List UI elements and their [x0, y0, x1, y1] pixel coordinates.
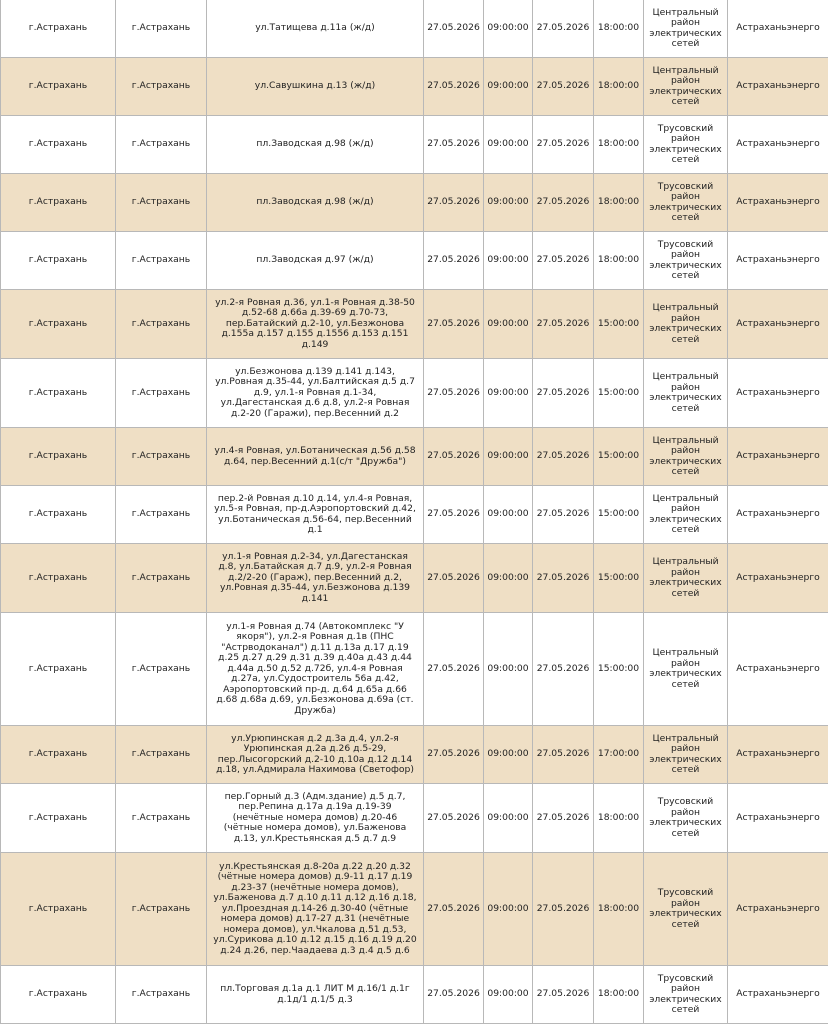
- address-cell: ул.1-я Ровная д.2-34, ул.Дагестанская д.8, ул.Батайская д.7 д.9, ул.2-я Ровная д.2/2-20 (Гараж), пер.Весенний д.2, ул.Ровная д.35-44, ул.Безжонова д.139 д.141: [207, 544, 424, 613]
- address-cell: пл.Заводская д.98 (ж/д): [207, 174, 424, 232]
- address-cell: ул.Татищева д.11а (ж/д): [207, 0, 424, 58]
- end-date-cell: 27.05.2026: [533, 613, 594, 726]
- end-time-cell: 15:00:00: [594, 613, 644, 726]
- organization-cell: Астраханьэнерго: [728, 116, 828, 174]
- start-date-cell: 27.05.2026: [424, 58, 484, 116]
- region-cell: г.Астрахань: [1, 58, 116, 116]
- start-date-cell: 27.05.2026: [424, 359, 484, 428]
- locality-cell: г.Астрахань: [116, 428, 207, 486]
- district-cell: Трусовский район электрических сетей: [644, 116, 728, 174]
- district-cell: Центральный район электрических сетей: [644, 726, 728, 784]
- address-cell: пл.Заводская д.97 (ж/д): [207, 232, 424, 290]
- organization-cell: Астраханьэнерго: [728, 174, 828, 232]
- locality-cell: г.Астрахань: [116, 544, 207, 613]
- address-cell: ул.2-я Ровная д.36, ул.1-я Ровная д.38-50 д.52-68 д.66а д.39-69 д.70-73, пер.Батайский д.2-10, ул.Безжонова д.155а д.157 д.155 д.1556 д.153 д.151 д.149: [207, 290, 424, 359]
- organization-cell: Астраханьэнерго: [728, 784, 828, 853]
- district-cell: Трусовский район электрических сетей: [644, 174, 728, 232]
- district-cell: Трусовский район электрических сетей: [644, 966, 728, 1024]
- organization-cell: Астраханьэнерго: [728, 359, 828, 428]
- start-time-cell: 09:00:00: [484, 726, 533, 784]
- end-date-cell: 27.05.2026: [533, 359, 594, 428]
- start-date-cell: 27.05.2026: [424, 726, 484, 784]
- end-date-cell: 27.05.2026: [533, 116, 594, 174]
- district-cell: Трусовский район электрических сетей: [644, 784, 728, 853]
- organization-cell: Астраханьэнерго: [728, 0, 828, 58]
- region-cell: г.Астрахань: [1, 428, 116, 486]
- organization-cell: Астраханьэнерго: [728, 726, 828, 784]
- end-time-cell: 18:00:00: [594, 174, 644, 232]
- start-time-cell: 09:00:00: [484, 613, 533, 726]
- organization-cell: Астраханьэнерго: [728, 966, 828, 1024]
- end-date-cell: 27.05.2026: [533, 428, 594, 486]
- start-time-cell: 09:00:00: [484, 116, 533, 174]
- start-time-cell: 09:00:00: [484, 0, 533, 58]
- start-date-cell: 27.05.2026: [424, 116, 484, 174]
- organization-cell: Астраханьэнерго: [728, 290, 828, 359]
- start-date-cell: 27.05.2026: [424, 428, 484, 486]
- table-row: [1, 232, 828, 290]
- locality-cell: г.Астрахань: [116, 966, 207, 1024]
- district-cell: Центральный район электрических сетей: [644, 0, 728, 58]
- table-row: [1, 58, 828, 116]
- start-time-cell: 09:00:00: [484, 359, 533, 428]
- address-cell: пл.Заводская д.98 (ж/д): [207, 116, 424, 174]
- region-cell: г.Астрахань: [1, 784, 116, 853]
- start-date-cell: 27.05.2026: [424, 0, 484, 58]
- locality-cell: г.Астрахань: [116, 116, 207, 174]
- start-date-cell: 27.05.2026: [424, 784, 484, 853]
- start-date-cell: 27.05.2026: [424, 290, 484, 359]
- organization-cell: Астраханьэнерго: [728, 544, 828, 613]
- end-time-cell: 15:00:00: [594, 359, 644, 428]
- address-cell: пер.Горный д.3 (Адм.здание) д.5 д.7, пер.Репина д.17а д.19а д.19-39 (нечётные номера домов) д.20-46 (чётные номера домов), ул.Баженова д.13, ул.Крестьянская д.5 д.7 д.9: [207, 784, 424, 853]
- address-cell: ул.Безжонова д.139 д.141 д.143, ул.Ровная д.35-44, ул.Балтийская д.5 д.7 д.9, ул.1-я Ровная д.1-34, ул.Дагестанская д.6 д.8, ул.2-я Ровная д.2-20 (Гаражи), пер.Весенний д.2: [207, 359, 424, 428]
- table-row: [1, 726, 828, 784]
- end-time-cell: 15:00:00: [594, 290, 644, 359]
- table-row: [1, 359, 828, 428]
- table-row: [1, 544, 828, 613]
- end-time-cell: 18:00:00: [594, 853, 644, 966]
- region-cell: г.Астрахань: [1, 853, 116, 966]
- start-time-cell: 09:00:00: [484, 428, 533, 486]
- start-date-cell: 27.05.2026: [424, 174, 484, 232]
- address-cell: пл.Торговая д.1а д.1 ЛИТ М д.16/1 д.1г д.1д/1 д.1/5 д.3: [207, 966, 424, 1024]
- district-cell: Центральный район электрических сетей: [644, 428, 728, 486]
- end-time-cell: 15:00:00: [594, 428, 644, 486]
- address-cell: ул.Крестьянская д.8-20а д.22 д.20 д.32 (чётные номера домов) д.9-11 д.17 д.19 д.23-37 (нечётные номера домов), ул.Баженова д.7 д.10 д.11 д.12 д.16 д.18, ул.Проездная д.14-26 д.30-40 (чётные номера домов) д.17-27 д.31 (нечётные номера домов), ул.Чкалова д.51 д.53, ул.Сурикова д.10 д.12 д.15 д.16 д.19 д.20 д.24 д.26, пер.Чаадаева д.3 д.4 д.5 д.6: [207, 853, 424, 966]
- locality-cell: г.Астрахань: [116, 232, 207, 290]
- district-cell: Трусовский район электрических сетей: [644, 232, 728, 290]
- start-time-cell: 09:00:00: [484, 486, 533, 544]
- end-time-cell: 18:00:00: [594, 784, 644, 853]
- locality-cell: г.Астрахань: [116, 0, 207, 58]
- locality-cell: г.Астрахань: [116, 486, 207, 544]
- start-date-cell: 27.05.2026: [424, 613, 484, 726]
- end-date-cell: 27.05.2026: [533, 174, 594, 232]
- start-time-cell: 09:00:00: [484, 58, 533, 116]
- start-time-cell: 09:00:00: [484, 966, 533, 1024]
- start-time-cell: 09:00:00: [484, 290, 533, 359]
- locality-cell: г.Астрахань: [116, 359, 207, 428]
- table-row: [1, 0, 828, 58]
- start-time-cell: 09:00:00: [484, 174, 533, 232]
- district-cell: Центральный район электрических сетей: [644, 58, 728, 116]
- address-cell: ул.1-я Ровная д.74 (Автокомплекс "У якоря"), ул.2-я Ровная д.1в (ПНС "Астрводоканал") д.11 д.13а д.17 д.19 д.25 д.27 д.29 д.31 д.39 д.40а д.43 д.44 д.44а д.50 д.52 д.72б, ул.4-я Ровная д.27а, ул.Судостроитель 56а д.42, Аэропортовский пр-д. д.64 д.65а д.66 д.68 д.68а д.69, ул.Безжонова д.69а (ст. Дружба): [207, 613, 424, 726]
- organization-cell: Астраханьэнерго: [728, 428, 828, 486]
- organization-cell: Астраханьэнерго: [728, 232, 828, 290]
- district-cell: Центральный район электрических сетей: [644, 486, 728, 544]
- start-date-cell: 27.05.2026: [424, 232, 484, 290]
- start-date-cell: 27.05.2026: [424, 966, 484, 1024]
- end-date-cell: 27.05.2026: [533, 290, 594, 359]
- region-cell: г.Астрахань: [1, 174, 116, 232]
- end-time-cell: 18:00:00: [594, 232, 644, 290]
- organization-cell: Астраханьэнерго: [728, 486, 828, 544]
- region-cell: г.Астрахань: [1, 544, 116, 613]
- address-cell: ул.4-я Ровная, ул.Ботаническая д.56 д.58 д.64, пер.Весенний д.1(с/т "Дружба"): [207, 428, 424, 486]
- locality-cell: г.Астрахань: [116, 174, 207, 232]
- organization-cell: Астраханьэнерго: [728, 853, 828, 966]
- table-row: [1, 966, 828, 1024]
- organization-cell: Астраханьэнерго: [728, 58, 828, 116]
- end-time-cell: 18:00:00: [594, 0, 644, 58]
- locality-cell: г.Астрахань: [116, 726, 207, 784]
- district-cell: Центральный район электрических сетей: [644, 359, 728, 428]
- start-time-cell: 09:00:00: [484, 232, 533, 290]
- end-time-cell: 15:00:00: [594, 486, 644, 544]
- address-cell: ул.Савушкина д.13 (ж/д): [207, 58, 424, 116]
- start-time-cell: 09:00:00: [484, 853, 533, 966]
- table-row: [1, 290, 828, 359]
- district-cell: Центральный район электрических сетей: [644, 613, 728, 726]
- end-date-cell: 27.05.2026: [533, 0, 594, 58]
- end-date-cell: 27.05.2026: [533, 966, 594, 1024]
- region-cell: г.Астрахань: [1, 232, 116, 290]
- end-time-cell: 18:00:00: [594, 58, 644, 116]
- end-date-cell: 27.05.2026: [533, 726, 594, 784]
- region-cell: г.Астрахань: [1, 116, 116, 174]
- start-date-cell: 27.05.2026: [424, 486, 484, 544]
- address-cell: пер.2-й Ровная д.10 д.14, ул.4-я Ровная, ул.5-я Ровная, пр-д.Аэропортовский д.42, ул.Ботаническая д.56-64, пер.Весенний д.1: [207, 486, 424, 544]
- district-cell: Центральный район электрических сетей: [644, 544, 728, 613]
- locality-cell: г.Астрахань: [116, 58, 207, 116]
- region-cell: г.Астрахань: [1, 726, 116, 784]
- end-time-cell: 18:00:00: [594, 966, 644, 1024]
- table-row: [1, 116, 828, 174]
- table-row: [1, 486, 828, 544]
- table-row: [1, 784, 828, 853]
- district-cell: Центральный район электрических сетей: [644, 290, 728, 359]
- end-date-cell: 27.05.2026: [533, 544, 594, 613]
- region-cell: г.Астрахань: [1, 613, 116, 726]
- start-date-cell: 27.05.2026: [424, 853, 484, 966]
- end-date-cell: 27.05.2026: [533, 58, 594, 116]
- address-cell: ул.Урюпинская д.2 д.3а д.4, ул.2-я Урюпинская д.2а д.26 д.5-29, пер.Лысогорский д.2-10 д.10а д.12 д.14 д.18, ул.Адмирала Нахимова (Светофор): [207, 726, 424, 784]
- end-time-cell: 18:00:00: [594, 116, 644, 174]
- table-row: [1, 853, 828, 966]
- locality-cell: г.Астрахань: [116, 853, 207, 966]
- region-cell: г.Астрахань: [1, 290, 116, 359]
- table-row: [1, 428, 828, 486]
- locality-cell: г.Астрахань: [116, 784, 207, 853]
- end-date-cell: 27.05.2026: [533, 853, 594, 966]
- region-cell: г.Астрахань: [1, 966, 116, 1024]
- locality-cell: г.Астрахань: [116, 290, 207, 359]
- end-date-cell: 27.05.2026: [533, 232, 594, 290]
- end-date-cell: 27.05.2026: [533, 784, 594, 853]
- organization-cell: Астраханьэнерго: [728, 613, 828, 726]
- locality-cell: г.Астрахань: [116, 613, 207, 726]
- start-time-cell: 09:00:00: [484, 544, 533, 613]
- end-time-cell: 15:00:00: [594, 544, 644, 613]
- start-date-cell: 27.05.2026: [424, 544, 484, 613]
- table-row: [1, 613, 828, 726]
- start-time-cell: 09:00:00: [484, 784, 533, 853]
- outage-table-body: [1, 0, 828, 1024]
- district-cell: Трусовский район электрических сетей: [644, 853, 728, 966]
- end-time-cell: 17:00:00: [594, 726, 644, 784]
- region-cell: г.Астрахань: [1, 486, 116, 544]
- region-cell: г.Астрахань: [1, 359, 116, 428]
- end-date-cell: 27.05.2026: [533, 486, 594, 544]
- table-row: [1, 174, 828, 232]
- region-cell: г.Астрахань: [1, 0, 116, 58]
